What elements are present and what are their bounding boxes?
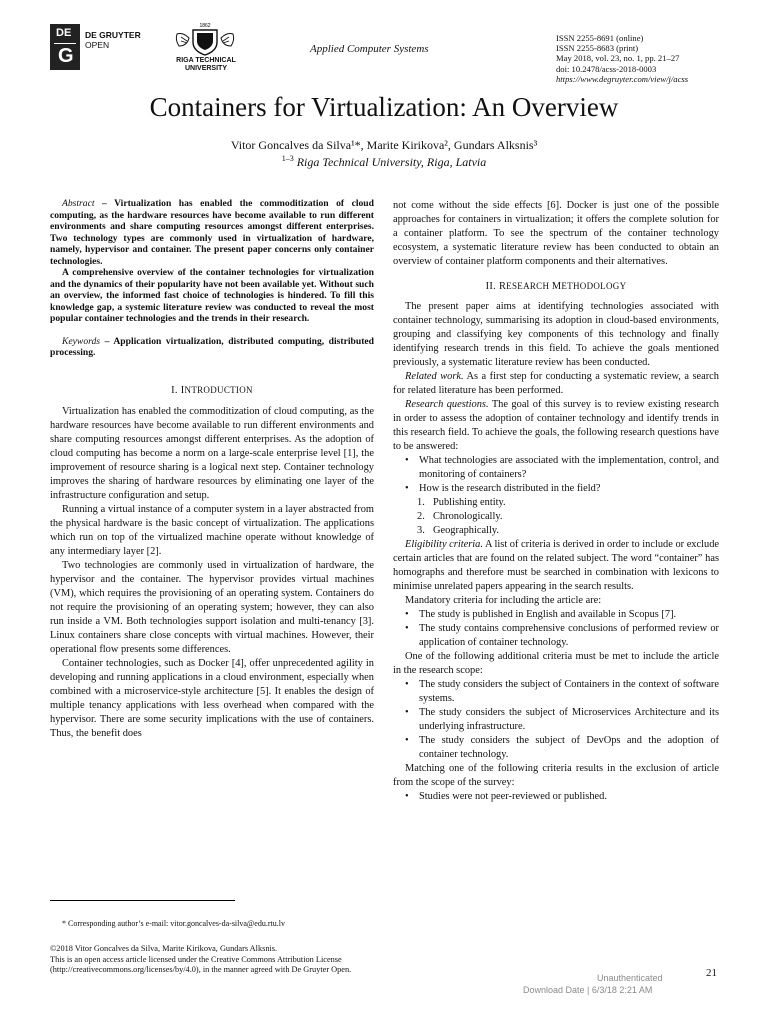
body-paragraph: Mandatory criteria for including the article are: bbox=[405, 595, 602, 606]
body-paragraph: Related work. As a first step for conducting a systematic review, a search for related literature has been performed. bbox=[393, 371, 719, 396]
university-logo-text: RIGA TECHNICAL UNIVERSITY bbox=[176, 57, 236, 72]
university-year: 1862 bbox=[199, 23, 211, 29]
list-item: 3. Geographically. bbox=[417, 525, 499, 536]
list-item: • The study considers the subject of Containers in the context of software systems. bbox=[393, 678, 719, 706]
rtu-crest-icon bbox=[173, 22, 237, 56]
body-paragraph: Virtualization has enabled the commoditization of cloud computing, as the hardware resources have become available to run different environments and share computing resources amongst different enterprises. As the adoption of cloud computing has become a norm on a large-scale enterprise level [1], the improvement of resource sharing is a logical next step. Container technology improves the sharing of hardware resources by eliminating one layer of the infrastructure configuration and setup. bbox=[50, 405, 374, 501]
list-item: • The study considers the subject of Microservices Architecture and its underlying infrastructure. bbox=[393, 706, 719, 734]
list-item: • What technologies are associated with the implementation, control, and monitoring of containers? bbox=[393, 454, 719, 482]
footnote-divider bbox=[50, 900, 235, 901]
body-paragraph: Research questions. The goal of this survey is to review existing research in order to assess the adoption of container technology and identify trends in this research field. To achieve the goals, the following research questions have to be answered: bbox=[393, 399, 719, 452]
meta-line: May 2018, vol. 23, no. 1, pp. 21–27 bbox=[556, 53, 680, 64]
copyright-notice: ©2018 Vitor Goncalves da Silva, Marite Kirikova, Gundars Alksnis. This is an open access article licensed under the Creative Commons Attribution License (http://creativecommons.org/licenses/by/4.0), in the manner agreed with De Gruyter Open. bbox=[50, 944, 352, 975]
paper-title: Containers for Virtualization: An Overview bbox=[149, 92, 619, 122]
meta-line: ISSN 2255-8691 (online) bbox=[556, 33, 644, 43]
abstract-paragraph: A comprehensive overview of the container technologies for virtualization and the dynamics of their popularity have not been available yet. Without such an overview, the informed fast choice of technologies is hindered. To fill this knowledge gap, a systemic literature review was conducted to reveal the most popular container technologies and the trends in their research. bbox=[50, 267, 374, 324]
sub-question-list bbox=[393, 496, 719, 538]
list-item: 2. Chronologically. bbox=[417, 511, 503, 522]
body-paragraph: Container technologies, such as Docker [4], offer unprecedented agility in developing and running applications in a cloud environment, especially when combined with a microservice-style architecture [5]. It enables the design of multiple tenancy applications with less overhead when compared with the hypervisor. There are some security implications with the use of containers. Thus, the benefit does bbox=[50, 657, 374, 739]
de-gruyter-logo: DE G bbox=[50, 24, 80, 70]
mandatory-criteria-list bbox=[393, 608, 719, 650]
affiliation: $^{1-3}$ Riga Technical University, Riga, Latvia bbox=[281, 154, 487, 169]
body-paragraph: The present paper aims at identifying technologies associated with container technology, summarising its adoption in cloud-based environments, grouping and classifying key components of this technology and finally identifying research trends in this field. To achieve the goals mentioned previously, a systematic literature review has been conducted. bbox=[393, 301, 719, 368]
body-paragraph: Eligibility criteria. A list of criteria is derived in order to include or exclude certain articles that are found on the related subject. The word “container” has homographs and therefore must be searched in combination with lexicons to minimise unrelated papers appearing in the search results. bbox=[393, 539, 720, 592]
journal-url-link[interactable]: https://www.degruyter.com/view/j/acss bbox=[556, 73, 689, 84]
list-item: • The study is published in English and available in Scopus [7]. bbox=[393, 608, 719, 622]
keywords: Keywords – Application virtualization, distributed computing, distributed processing. bbox=[50, 335, 374, 358]
watermark-download-date: Download Date | 6/3/18 2:21 AM bbox=[523, 985, 653, 995]
body-paragraph: not come without the side effects [6]. Docker is just one of the possible approaches for containers in virtualization; it offers the complete solution for a container platform. To see the spectrum of the container technology ecosystem, a systematic literature review has been conducted to obtain an overview of container platform components and their alternatives. bbox=[393, 200, 719, 267]
right-column bbox=[393, 199, 719, 804]
list-item: • The study considers the subject of DevOps and the adoption of container technology. bbox=[393, 734, 719, 762]
list-item: • The study contains comprehensive conclusions of performed review or application of container technology. bbox=[393, 622, 719, 650]
publisher-name: DE GRUYTER OPEN bbox=[85, 30, 141, 50]
watermark-status: Unauthenticated bbox=[597, 973, 663, 983]
meta-line: doi: 10.2478/acss-2018-0003 bbox=[556, 63, 657, 74]
body-paragraph: Matching one of the following criteria results in the exclusion of article from the scope of the survey: bbox=[393, 763, 719, 788]
additional-criteria-list bbox=[393, 678, 719, 762]
footnote: * Corresponding author’s e-mail: vitor.goncalves-da-silva@edu.rtu.lv bbox=[62, 919, 285, 928]
abstract: Abstract – Virtualization has enabled the commoditization of cloud computing, as the hardware resources have become available to run different environments and share computing resources amongst different enterprises. Two technology types are commonly used in virtualization of hardware, namely, hypervisor and container. The present paper concerns only container technologies. A comprehensive overview of the container technologies for virtualization and the dynamics of their popularity have not been available yet. Without such an overview, the informed fast choice of technologies is hindered. To fill this knowledge gap, a systemic literature review was conducted to reveal the most popular container technologies and the trends in their research. bbox=[50, 198, 374, 324]
page-number: 21 bbox=[706, 967, 717, 979]
body-paragraph: One of the following additional criteria must be met to include the article in the research scope: bbox=[393, 651, 719, 676]
list-item: • Studies were not peer-reviewed or published. bbox=[393, 790, 719, 804]
exclusion-criteria-list bbox=[393, 790, 719, 804]
author-list: Vitor Goncalves da Silva¹*, Marite Kirikova², Gundars Alksnis³ bbox=[230, 138, 538, 152]
meta-line: ISSN 2255-8683 (print) bbox=[556, 43, 639, 54]
left-column bbox=[50, 198, 374, 741]
list-item: • How is the research distributed in the field? bbox=[393, 482, 719, 496]
journal-name: Applied Computer Systems bbox=[310, 43, 429, 55]
body-paragraph: Two technologies are commonly used in virtualization of hardware, the hypervisor and the container. The hypervisor provides virtual machines (VM), which requires the provisioning of an operating system. Containers do not require the provisioning of an operating system; however, they can also run inside a VM. Both technologies support isolation and multi-tenancy [3]. Linux containers share close concepts with virtual machines. However, their operational flow presents some differences. bbox=[50, 559, 374, 655]
list-item: 1. Publishing entity. bbox=[417, 497, 506, 508]
publication-meta bbox=[556, 33, 688, 84]
section-heading-introduction: I. INTRODUCTION bbox=[171, 384, 253, 396]
research-questions-list bbox=[393, 454, 719, 496]
section-heading-research-methodology: II. RESEARCH METHODOLOGY bbox=[485, 281, 627, 292]
body-paragraph: Running a virtual instance of a computer system in a layer abstracted from the physical hardware is the basic concept of virtualization. The applications which run on top of the virtualized machine operate without knowledge of any intermediary layer [2]. bbox=[50, 503, 374, 557]
abstract-label: Abstract bbox=[62, 198, 95, 209]
